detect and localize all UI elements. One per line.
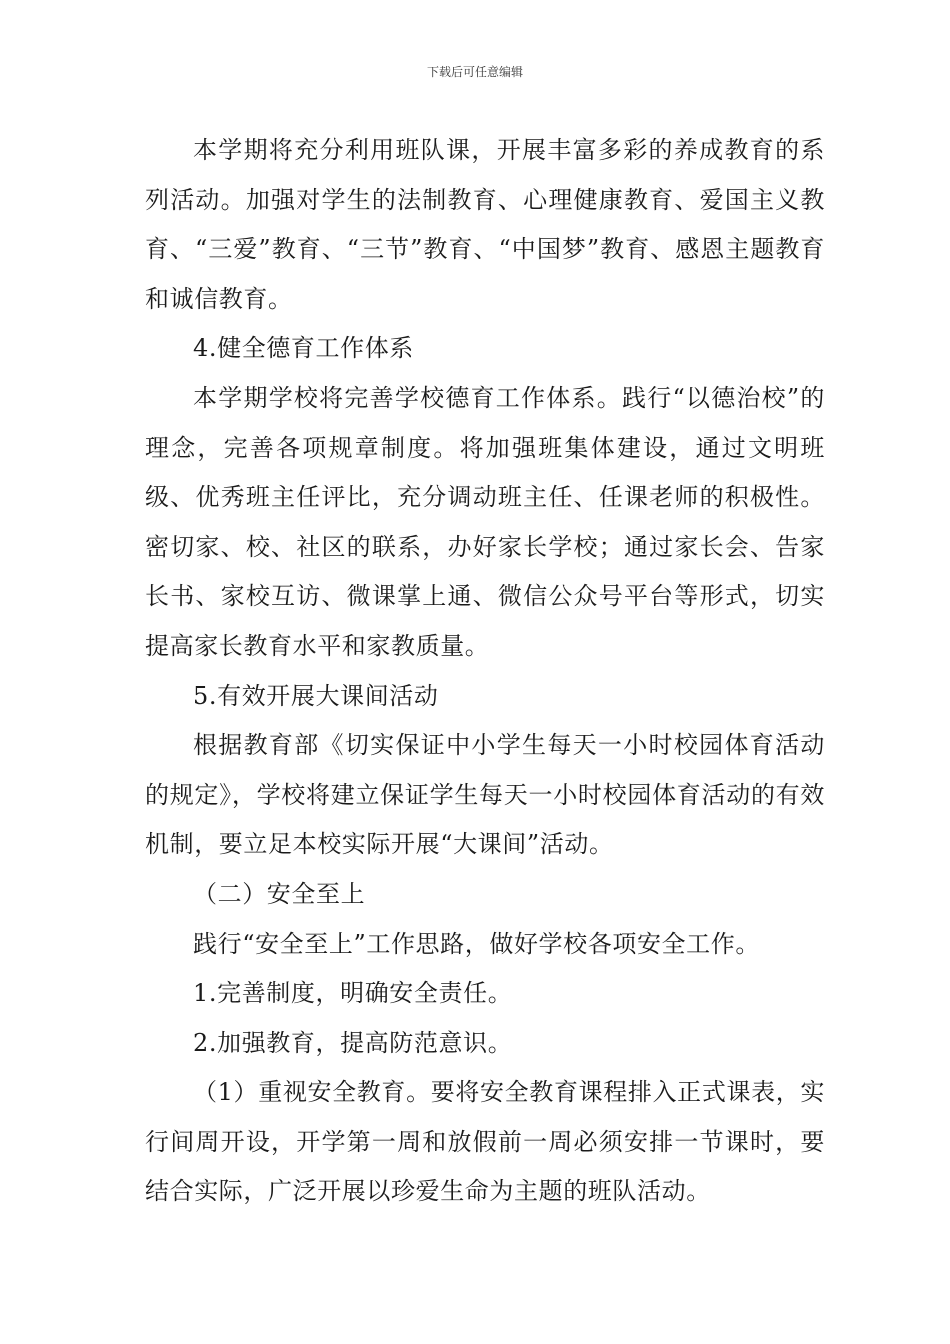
paragraph-habit-education: 本学期将充分利用班队课，开展丰富多彩的养成教育的系列活动。加强对学生的法制教育、心理健康教育、爱国主义教育、“三爱”教育、“三节”教育、“中国梦”教育、感恩主题教育和诚信教育。 xyxy=(145,136,825,313)
paragraph-break-activities: 根据教育部《切实保证中小学生每天一小时校园体育活动的规定》，学校将建立保证学生每天一小时校园体育活动的有效机制，要立足本校实际开展“大课间”活动。 xyxy=(145,731,825,859)
document-body xyxy=(145,126,825,1217)
section-heading-moral-system: 4.健全德育工作体系 xyxy=(193,334,414,363)
list-item-strengthen-education: 2.加强教育，提高防范意识。 xyxy=(193,1028,513,1057)
page-header-note: 下载后可任意编辑 xyxy=(426,65,523,79)
list-item-improve-system: 1.完善制度，明确安全责任。 xyxy=(193,979,513,1008)
section-heading-break-activities: 5.有效开展大课间活动 xyxy=(193,681,439,710)
paragraph-safety-education: （1）重视安全教育。要将安全教育课程排入正式课表，实行间周开设，开学第一周和放假前一周必须安排一节课时，要结合实际，广泛开展以珍爱生命为主题的班队活动。 xyxy=(145,1078,825,1206)
section-heading-safety-first: （二）安全至上 xyxy=(193,879,366,908)
paragraph-safety-first: 践行“安全至上”工作思路，做好学校各项安全工作。 xyxy=(193,929,760,958)
paragraph-moral-system: 本学期学校将完善学校德育工作体系。践行“以德治校”的理念，完善各项规章制度。将加强班集体建设，通过文明班级、优秀班主任评比，充分调动班主任、任课老师的积极性。密切家、校、社区的联系，办好家长学校；通过家长会、告家长书、家校互访、微课掌上通、微信公众号平台等形式，切实提高家长教育水平和家教质量。 xyxy=(145,383,825,660)
